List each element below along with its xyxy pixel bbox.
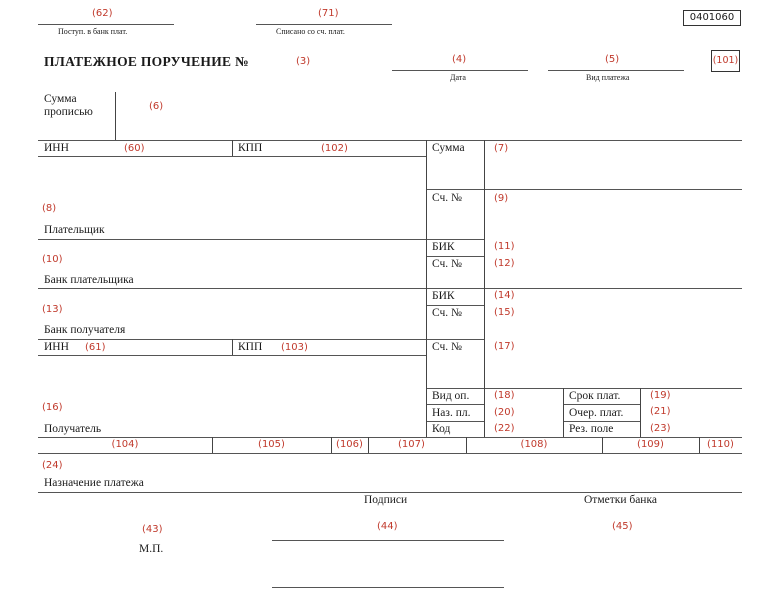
vrule-term-label — [563, 388, 564, 437]
order-label: Очер. плат. — [569, 407, 624, 419]
rule-421a — [426, 421, 484, 422]
payee-account-field[interactable]: (17) — [494, 341, 515, 352]
bank-marks-code: (45) — [612, 521, 633, 532]
payee-kpp-label: КПП — [238, 341, 263, 353]
reserve-field[interactable]: (23) — [650, 423, 671, 434]
rule-437 — [38, 437, 742, 438]
signature-line-1[interactable] — [272, 540, 504, 541]
payer-account-label: Сч. № — [432, 192, 463, 204]
debited-code: (71) — [318, 8, 339, 19]
payee-account-label: Сч. № — [432, 341, 463, 353]
tax-field-107[interactable]: (107) — [398, 439, 425, 450]
tax-field-105[interactable]: (105) — [258, 439, 285, 450]
purpose-field[interactable]: (24) — [42, 460, 63, 471]
rule-305 — [426, 305, 484, 306]
debited-line — [256, 24, 392, 25]
amount-words-label-1: Сумма — [44, 93, 77, 105]
debited-label: Списано со сч. плат. — [276, 27, 345, 36]
vrule-kpp-payer — [232, 140, 233, 156]
rule-492 — [38, 492, 742, 493]
page-title: ПЛАТЕЖНОЕ ПОРУЧЕНИЕ № — [44, 54, 249, 69]
order-field[interactable]: (21) — [650, 406, 671, 417]
received-code: (62) — [92, 8, 113, 19]
date-line — [392, 70, 528, 71]
signature-line-2[interactable] — [272, 587, 504, 588]
received-line — [38, 24, 174, 25]
payee-kpp-field[interactable]: (103) — [281, 342, 308, 353]
payee-inn-field[interactable]: (61) — [85, 342, 106, 353]
purpose-code-label: Наз. пл. — [432, 407, 471, 419]
signatures-label: Подписи — [364, 494, 408, 506]
vrule-label-column — [426, 140, 427, 437]
payer-bik-label: БИК — [432, 241, 455, 253]
rule-288 — [38, 288, 742, 289]
rule-189 — [426, 189, 742, 190]
payer-name-field[interactable]: (8) — [42, 203, 57, 214]
purpose-label: Назначение платежа — [44, 477, 144, 489]
payer-kpp-label: КПП — [238, 142, 263, 154]
op-type-field[interactable]: (18) — [494, 390, 515, 401]
rule-339 — [38, 339, 484, 340]
payee-inn-label: ИНН — [44, 341, 69, 353]
date-field[interactable]: (4) — [452, 54, 467, 65]
amount-words-divider — [115, 92, 116, 140]
payer-bank-account-field[interactable]: (12) — [494, 258, 515, 269]
rule-156 — [38, 156, 426, 157]
payee-bank-field[interactable]: (13) — [42, 304, 63, 315]
payer-bank-field[interactable]: (10) — [42, 254, 63, 265]
payer-bank-label: Банк плательщика — [44, 274, 134, 286]
vrule-term-value — [640, 388, 641, 437]
payer-status-field[interactable]: (101) — [711, 50, 740, 72]
amount-field[interactable]: (7) — [494, 143, 509, 154]
payee-bank-label: Банк получателя — [44, 324, 126, 336]
stamp-label: М.П. — [139, 543, 164, 555]
form-code-box: 0401060 — [683, 10, 741, 26]
rule-239 — [38, 239, 484, 240]
amount-words-label-2: прописью — [44, 106, 93, 118]
payer-bank-account-label: Сч. № — [432, 258, 463, 270]
amount-words-field[interactable]: (6) — [149, 101, 164, 112]
rule-355 — [38, 355, 426, 356]
tax-field-106[interactable]: (106) — [336, 439, 363, 450]
code-label: Код — [432, 423, 451, 435]
rule-404b — [563, 404, 640, 405]
payment-type-line — [548, 70, 684, 71]
payee-bik-label: БИК — [432, 290, 455, 302]
vrule-tax-3 — [368, 437, 369, 453]
payer-inn-label: ИНН — [44, 142, 69, 154]
vrule-kpp-payee — [232, 339, 233, 355]
signature-code: (44) — [377, 521, 398, 532]
tax-field-109[interactable]: (109) — [637, 439, 664, 450]
payee-bank-account-label: Сч. № — [432, 307, 463, 319]
purpose-code-field[interactable]: (20) — [494, 407, 515, 418]
payment-type-field[interactable]: (5) — [605, 54, 620, 65]
payee-bik-field[interactable]: (14) — [494, 290, 515, 301]
tax-field-110[interactable]: (110) — [707, 439, 734, 450]
payment-type-label: Вид платежа — [586, 73, 630, 82]
term-label: Срок плат. — [569, 390, 621, 402]
reserve-label: Рез. поле — [569, 423, 614, 435]
payee-bank-account-field[interactable]: (15) — [494, 307, 515, 318]
rule-388 — [426, 388, 742, 389]
amount-label: Сумма — [432, 142, 465, 154]
payer-bik-field[interactable]: (11) — [494, 241, 515, 252]
vrule-value-column — [484, 140, 485, 437]
payer-inn-field[interactable]: (60) — [124, 143, 145, 154]
rule-256 — [426, 256, 484, 257]
rule-421b — [563, 421, 640, 422]
tax-field-108[interactable]: (108) — [520, 439, 548, 450]
document-number-field[interactable]: (3) — [296, 56, 311, 67]
term-field[interactable]: (19) — [650, 390, 671, 401]
bank-marks-label: Отметки банка — [584, 494, 657, 506]
rule-404a — [426, 404, 484, 405]
rule-453 — [38, 453, 742, 454]
payee-name-label: Получатель — [44, 423, 102, 435]
payer-account-field[interactable]: (9) — [494, 193, 509, 204]
received-label: Поступ. в банк плат. — [58, 27, 128, 36]
payee-name-field[interactable]: (16) — [42, 402, 63, 413]
op-type-label: Вид оп. — [432, 390, 470, 402]
stamp-code: (43) — [142, 524, 163, 535]
tax-field-104[interactable]: (104) — [111, 439, 139, 450]
rule-140 — [38, 140, 742, 141]
date-label: Дата — [450, 73, 466, 82]
code-field[interactable]: (22) — [494, 423, 515, 434]
payer-name-label: Плательщик — [44, 224, 105, 236]
payer-kpp-field[interactable]: (102) — [321, 143, 348, 154]
